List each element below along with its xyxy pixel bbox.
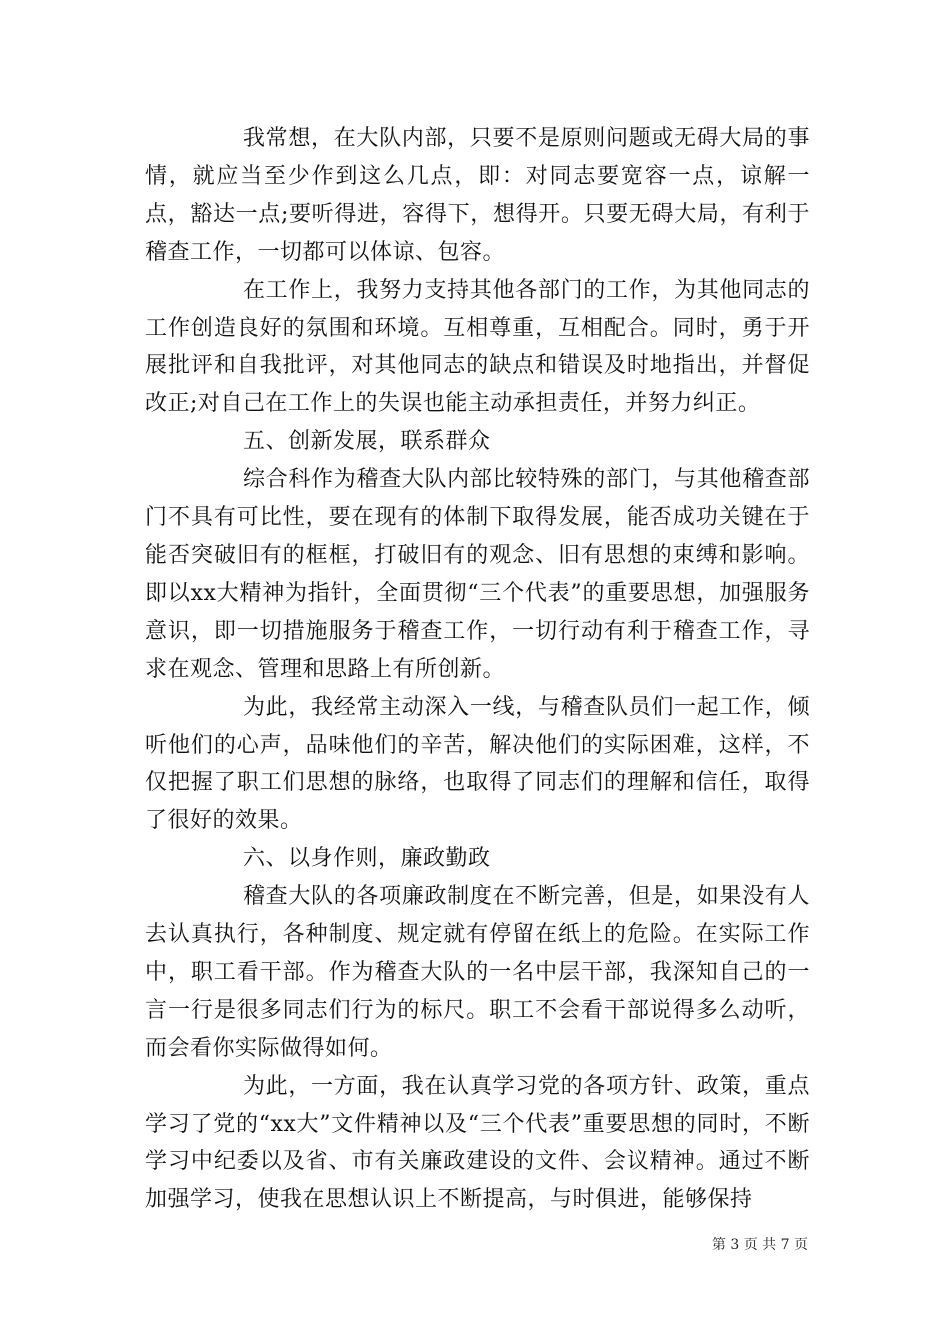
section-heading-innovation: 五、创新发展，联系群众 [243,429,491,455]
page-number: 第 3 页 共 7 页 [711,1237,808,1253]
section-heading-integrity: 六、以身作则，廉政勤政 [243,846,491,872]
paragraph-frontline: 为此，我经常主动深入一线，与稽查队员们一起工作，倾听他们的心声，品味他们的辛苦，解决他们的实际困难，这样，不仅把握了职工们思想的脉络，也取得了同志们的理解和信任，取得了很好的效果。 [145,694,810,834]
paragraph-study: 为此，一方面，我在认真学习党的各项方针、政策，重点学习了党的“xx大”文件精神以及“三个代表”重要思想的同时，不断学习中纪委以及省、市有关廉政建设的文件、会议精神。通过不断加强学习，使我在思想认识上不断提高，与时俱进，能够保持 [145,1073,810,1213]
paragraph-innovation: 综合科作为稽查大队内部比较特殊的部门，与其他稽查部门不具有可比性，要在现有的体制下取得发展，能否成功关键在于能否突破旧有的框框，打破旧有的观念、旧有思想的束缚和影响。即以xx大精神为指针，全面贯彻“三个代表”的重要思想，加强服务意识，即一切措施服务于稽查工作，一切行动有利于稽查工作，寻求在观念、管理和思路上有所创新。 [145,467,810,682]
paragraph-integrity: 稽查大队的各项廉政制度在不断完善，但是，如果没有人去认真执行，各种制度、规定就有停留在纸上的危险。在实际工作中，职工看干部。作为稽查大队的一名中层干部，我深知自己的一言一行是很多同志们行为的标尺。职工不会看干部说得多么动听，而会看你实际做得如何。 [145,884,810,1061]
paragraph-cooperation: 在工作上，我努力支持其他各部门的工作，为其他同志的工作创造良好的氛围和环境。互相尊重，互相配合。同时，勇于开展批评和自我批评，对其他同志的缺点和错误及时地指出，并督促改正;对自己在工作上的失误也能主动承担责任，并努力纠正。 [145,277,810,417]
document-body [145,120,810,1219]
paragraph-tolerance: 我常想，在大队内部，只要不是原则问题或无碍大局的事情，就应当至少作到这么几点，即：对同志要宽容一点，谅解一点，豁达一点;要听得进，容得下，想得开。只要无碍大局，有利于稽查工作，一切都可以体谅、包容。 [145,126,810,265]
